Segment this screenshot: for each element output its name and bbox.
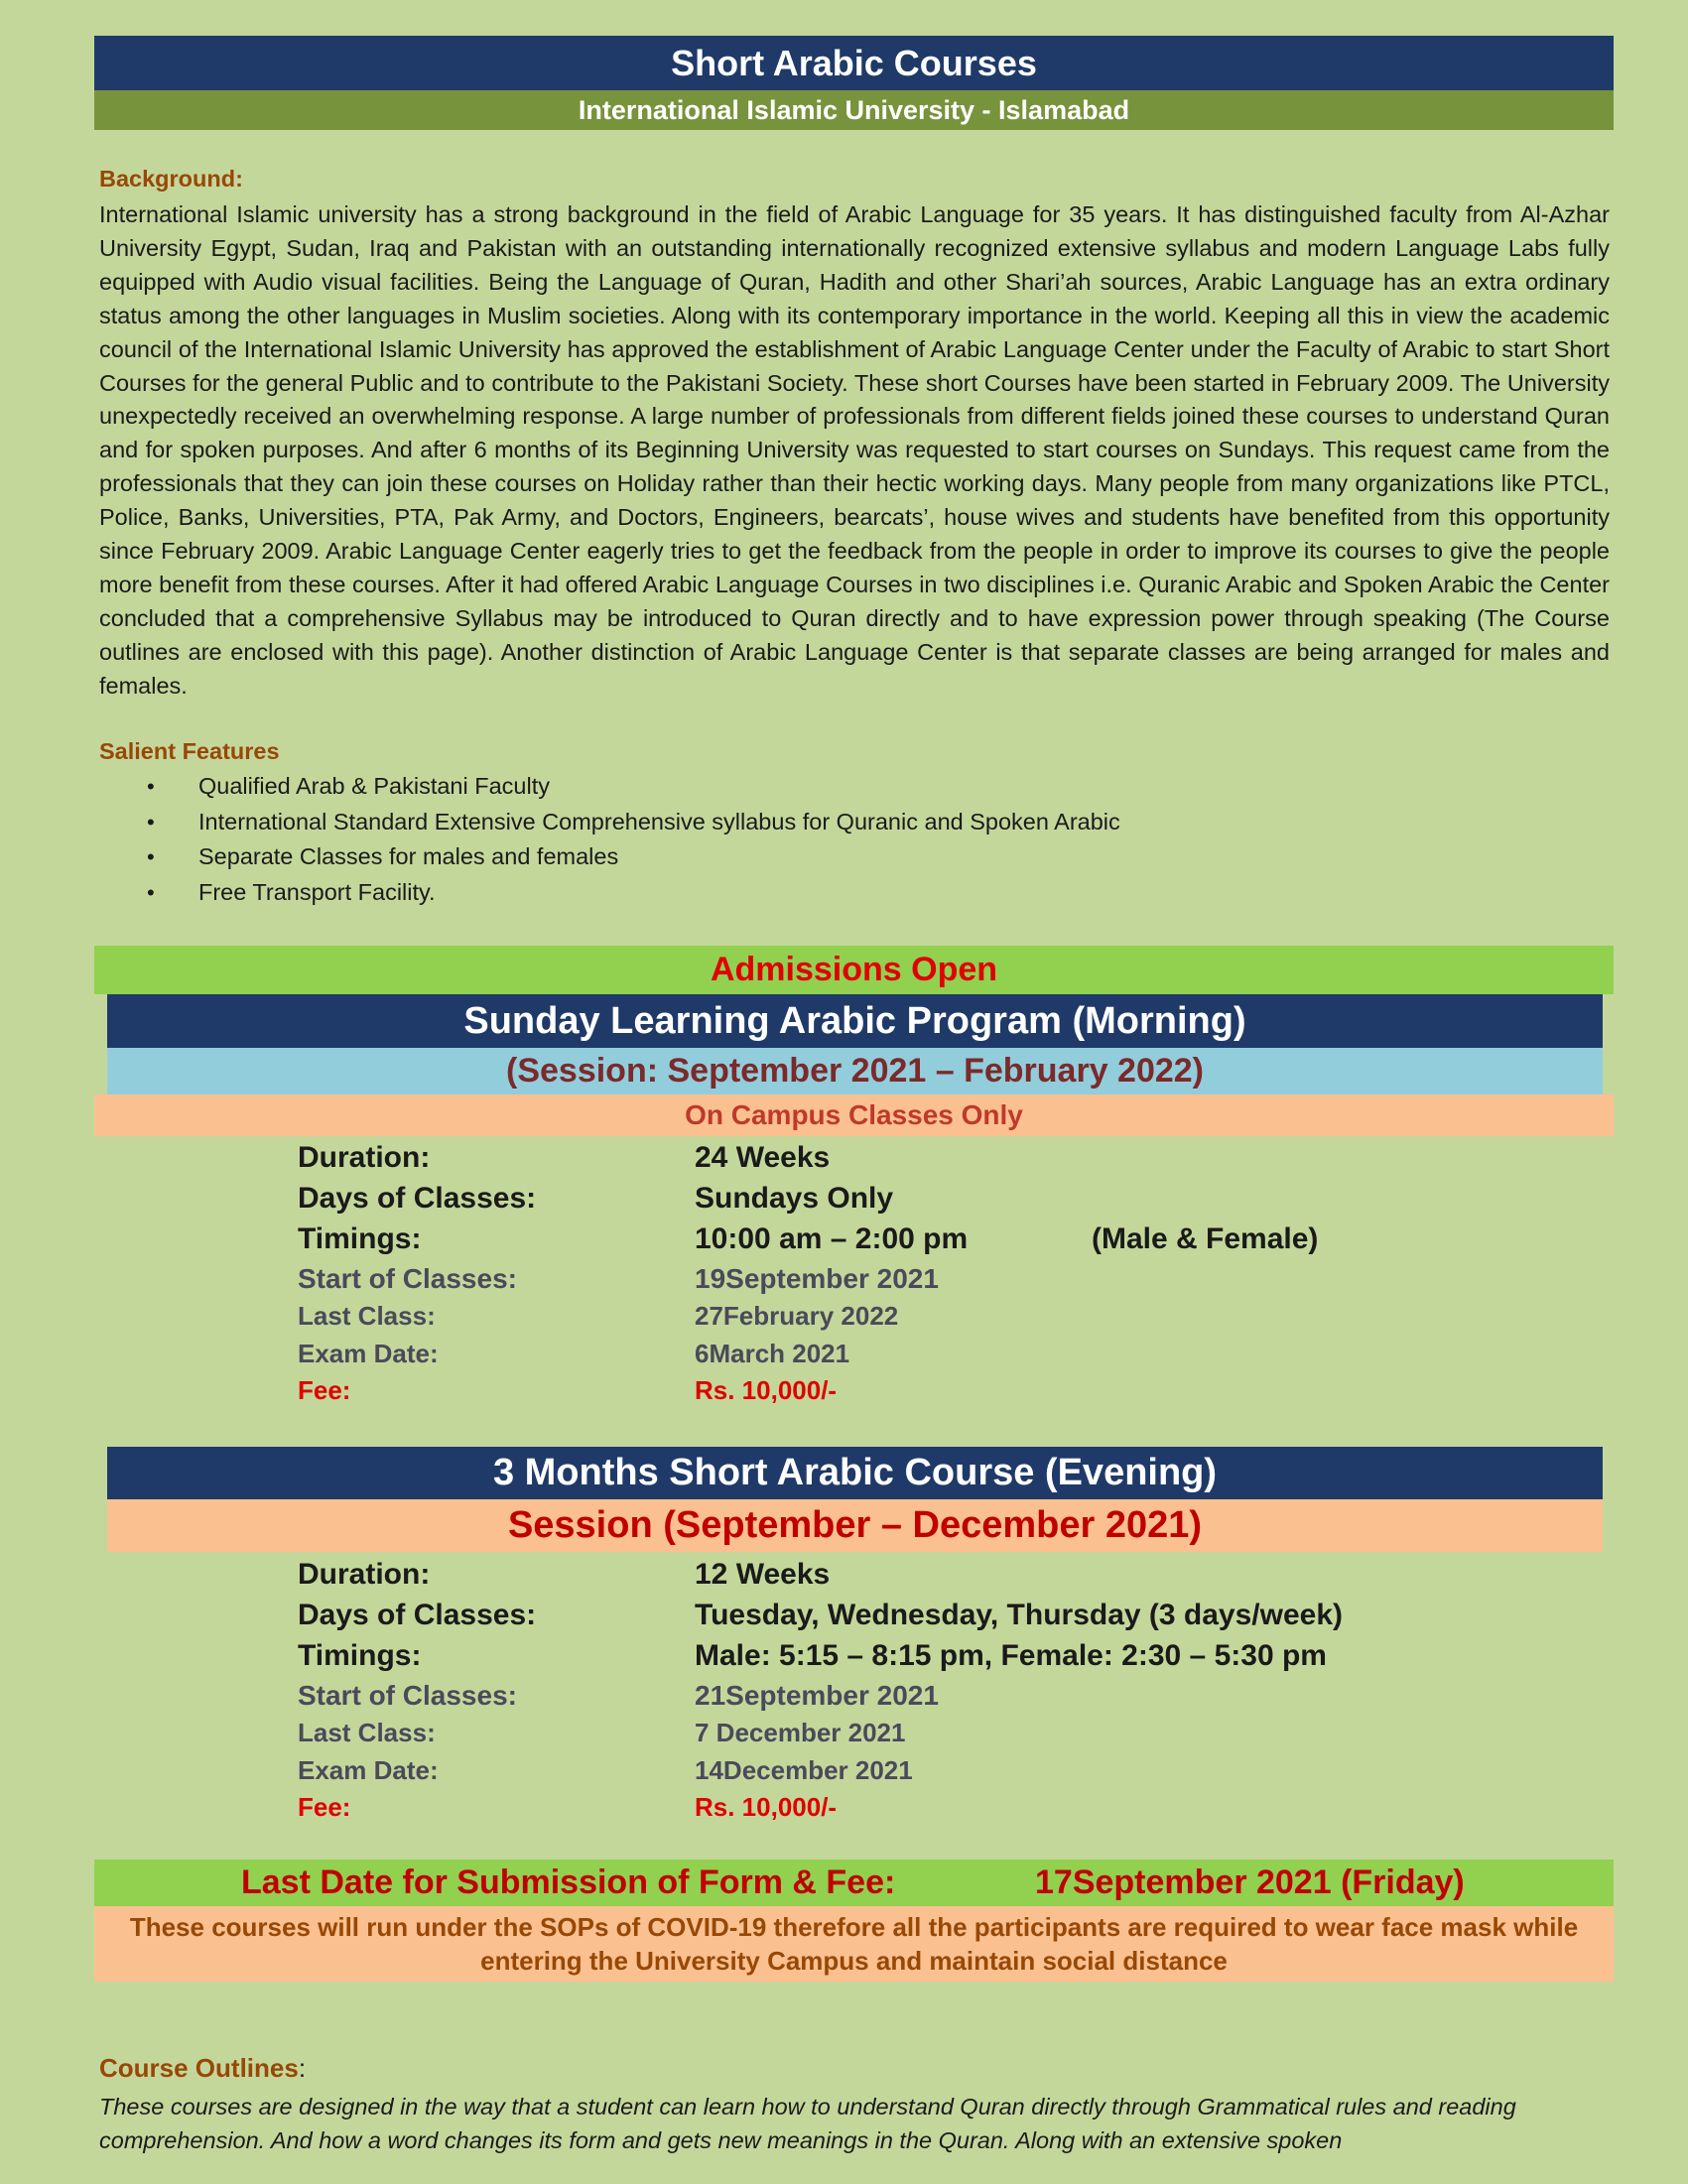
bullet-icon: • [147,844,155,869]
exam-value: 14December 2021 [695,1754,913,1785]
last-class-label: Last Class: [298,1718,436,1747]
list-item [147,805,1120,840]
fee-label: Fee: [298,1792,351,1822]
start-label: Start of Classes: [298,1263,517,1294]
exam-label: Exam Date: [298,1754,439,1785]
exam-row [298,1752,1389,1790]
start-value: 19September 2021 [695,1263,939,1294]
feature-text: Qualified Arab & Pakistani Faculty [198,773,550,799]
exam-label: Exam Date: [298,1338,439,1368]
on-campus-banner: On Campus Classes Only [94,1094,1614,1136]
bullet-icon: • [147,774,155,799]
list-item [147,769,1120,805]
start-value: 21September 2021 [695,1680,939,1711]
fee-row [298,1789,1389,1827]
sunday-program-title: Sunday Learning Arabic Program (Morning) [107,994,1603,1048]
evening-session-banner: Session (September – December 2021) [107,1499,1603,1552]
days-value: Sundays Only [695,1182,894,1215]
salient-features-list [147,769,1120,910]
timings-row [298,1219,1389,1259]
salient-features-heading: Salient Features [99,738,280,764]
list-item [147,875,1120,911]
feature-text: International Standard Extensive Comprehensive syllabus for Quranic and Spoken Arabic [198,808,1120,835]
sunday-details [298,1137,1389,1410]
evening-course-title: 3 Months Short Arabic Course (Evening) [107,1447,1603,1499]
days-value: Tuesday, Wednesday, Thursday (3 days/week) [695,1599,1344,1631]
last-class-row [298,1298,1389,1336]
start-label: Start of Classes: [298,1680,517,1711]
fee-row [298,1372,1389,1410]
timings-label: Timings: [298,1639,422,1672]
days-label: Days of Classes: [298,1182,537,1215]
days-label: Days of Classes: [298,1599,537,1631]
course-outlines-heading [99,2053,306,2084]
background-heading: Background: [99,166,243,192]
page-title: Short Arabic Courses [94,36,1614,90]
fee-value: Rs. 10,000/- [695,1792,838,1822]
timings-value: Male: 5:15 – 8:15 pm, Female: 2:30 – 5:30 pm [695,1639,1327,1672]
admissions-open-banner: Admissions Open [94,946,1614,994]
course-outlines-heading-text: Course Outlines [99,2053,299,2083]
feature-text: Separate Classes for males and females [198,843,619,869]
fee-value: Rs. 10,000/- [695,1375,838,1405]
last-class-value: 7 December 2021 [695,1718,906,1747]
page-subtitle: International Islamic University - Islamabad [94,90,1614,130]
course-outlines-paragraph: These courses are designed in the way that a student can learn how to understand Quran directly through Grammatical rules and reading comprehension. And how a word changes its form and gets new meanings in the Quran. Along with an extensive spoken [99,2094,1516,2153]
duration-row [298,1554,1389,1595]
bullet-icon: • [147,809,155,835]
start-row [298,1676,1389,1715]
bullet-icon: • [147,879,155,905]
submission-deadline-banner [94,1860,1614,1906]
deadline-label: Last Date for Submission of Form & Fee: [241,1863,896,1901]
list-item [147,839,1120,875]
timings-note: (Male & Female) [1092,1222,1319,1255]
last-class-value: 27February 2022 [695,1301,899,1331]
duration-label: Duration: [298,1558,431,1591]
last-class-row [298,1715,1389,1752]
duration-value: 12 Weeks [695,1558,831,1591]
evening-details [298,1554,1389,1827]
timings-value: 10:00 am – 2:00 pm [695,1222,969,1255]
duration-label: Duration: [298,1141,431,1174]
last-class-label: Last Class: [298,1301,436,1331]
days-row [298,1595,1389,1635]
background-paragraph: International Islamic university has a strong background in the field of Arabic Language for 35 years. It has distinguished faculty from Al-Azhar University Egypt, Sudan, Iraq and Pakistan with an outstanding internationally recognized extensive syllabus and modern Language Labs fully equipped with Audio visual facilities. Being the Language of Quran, Hadith and other Shari’ah sources, Arabic Language has an extra ordinary status among the other languages in Muslim societies. Along with its contemporary importance in the world. Keeping all this in view the academic council of the International Islamic University has approved the establishment of Arabic Language Center under the Faculty of Arabic to start Short Courses for the general Public and to contribute to the Pakistani Society. These short Courses have been started in February 2009. The University unexpectedly received an overwhelming response. A large number of professionals from different fields joined these courses to understand Quran and for spoken purposes. And after 6 months of its Beginning University was requested to start courses on Sundays. This request came from the professionals that they can join these courses on Holiday rather than their hectic working days. Many people from many organizations like PTCL, Police, Banks, Universities, PTA, Pak Army, and Doctors, Engineers, bearcats’, house wives and students have benefited from this opportunity since February 2009. Arabic Language Center eagerly tries to get the feedback from the people in order to improve its courses to give the people more benefit from these courses. After it had offered Arabic Language Courses in two disciplines i.e. Quranic Arabic and Spoken Arabic the Center concluded that a comprehensive Syllabus may be introduced to Quran directly and to have expression power through speaking (The Course outlines are enclosed with this page). Another distinction of Arabic Language Center is that separate classes are being arranged for males and females. [99,201,1610,699]
timings-label: Timings: [298,1222,422,1255]
exam-value: 6March 2021 [695,1338,850,1368]
duration-row [298,1137,1389,1178]
days-row [298,1178,1389,1219]
duration-value: 24 Weeks [695,1141,831,1174]
deadline-date: 17September 2021 (Friday) [1035,1863,1465,1901]
exam-row [298,1336,1389,1373]
course-outlines-colon: : [298,2053,307,2083]
fee-label: Fee: [298,1375,351,1405]
timings-row [298,1635,1389,1676]
feature-text: Free Transport Facility. [198,878,436,905]
sunday-session-banner: (Session: September 2021 – February 2022) [107,1048,1603,1094]
start-row [298,1259,1389,1298]
covid-notice: These courses will run under the SOPs of COVID-19 therefore all the participants are required to wear face mask while entering the University Campus and maintain social distance [94,1906,1614,1982]
